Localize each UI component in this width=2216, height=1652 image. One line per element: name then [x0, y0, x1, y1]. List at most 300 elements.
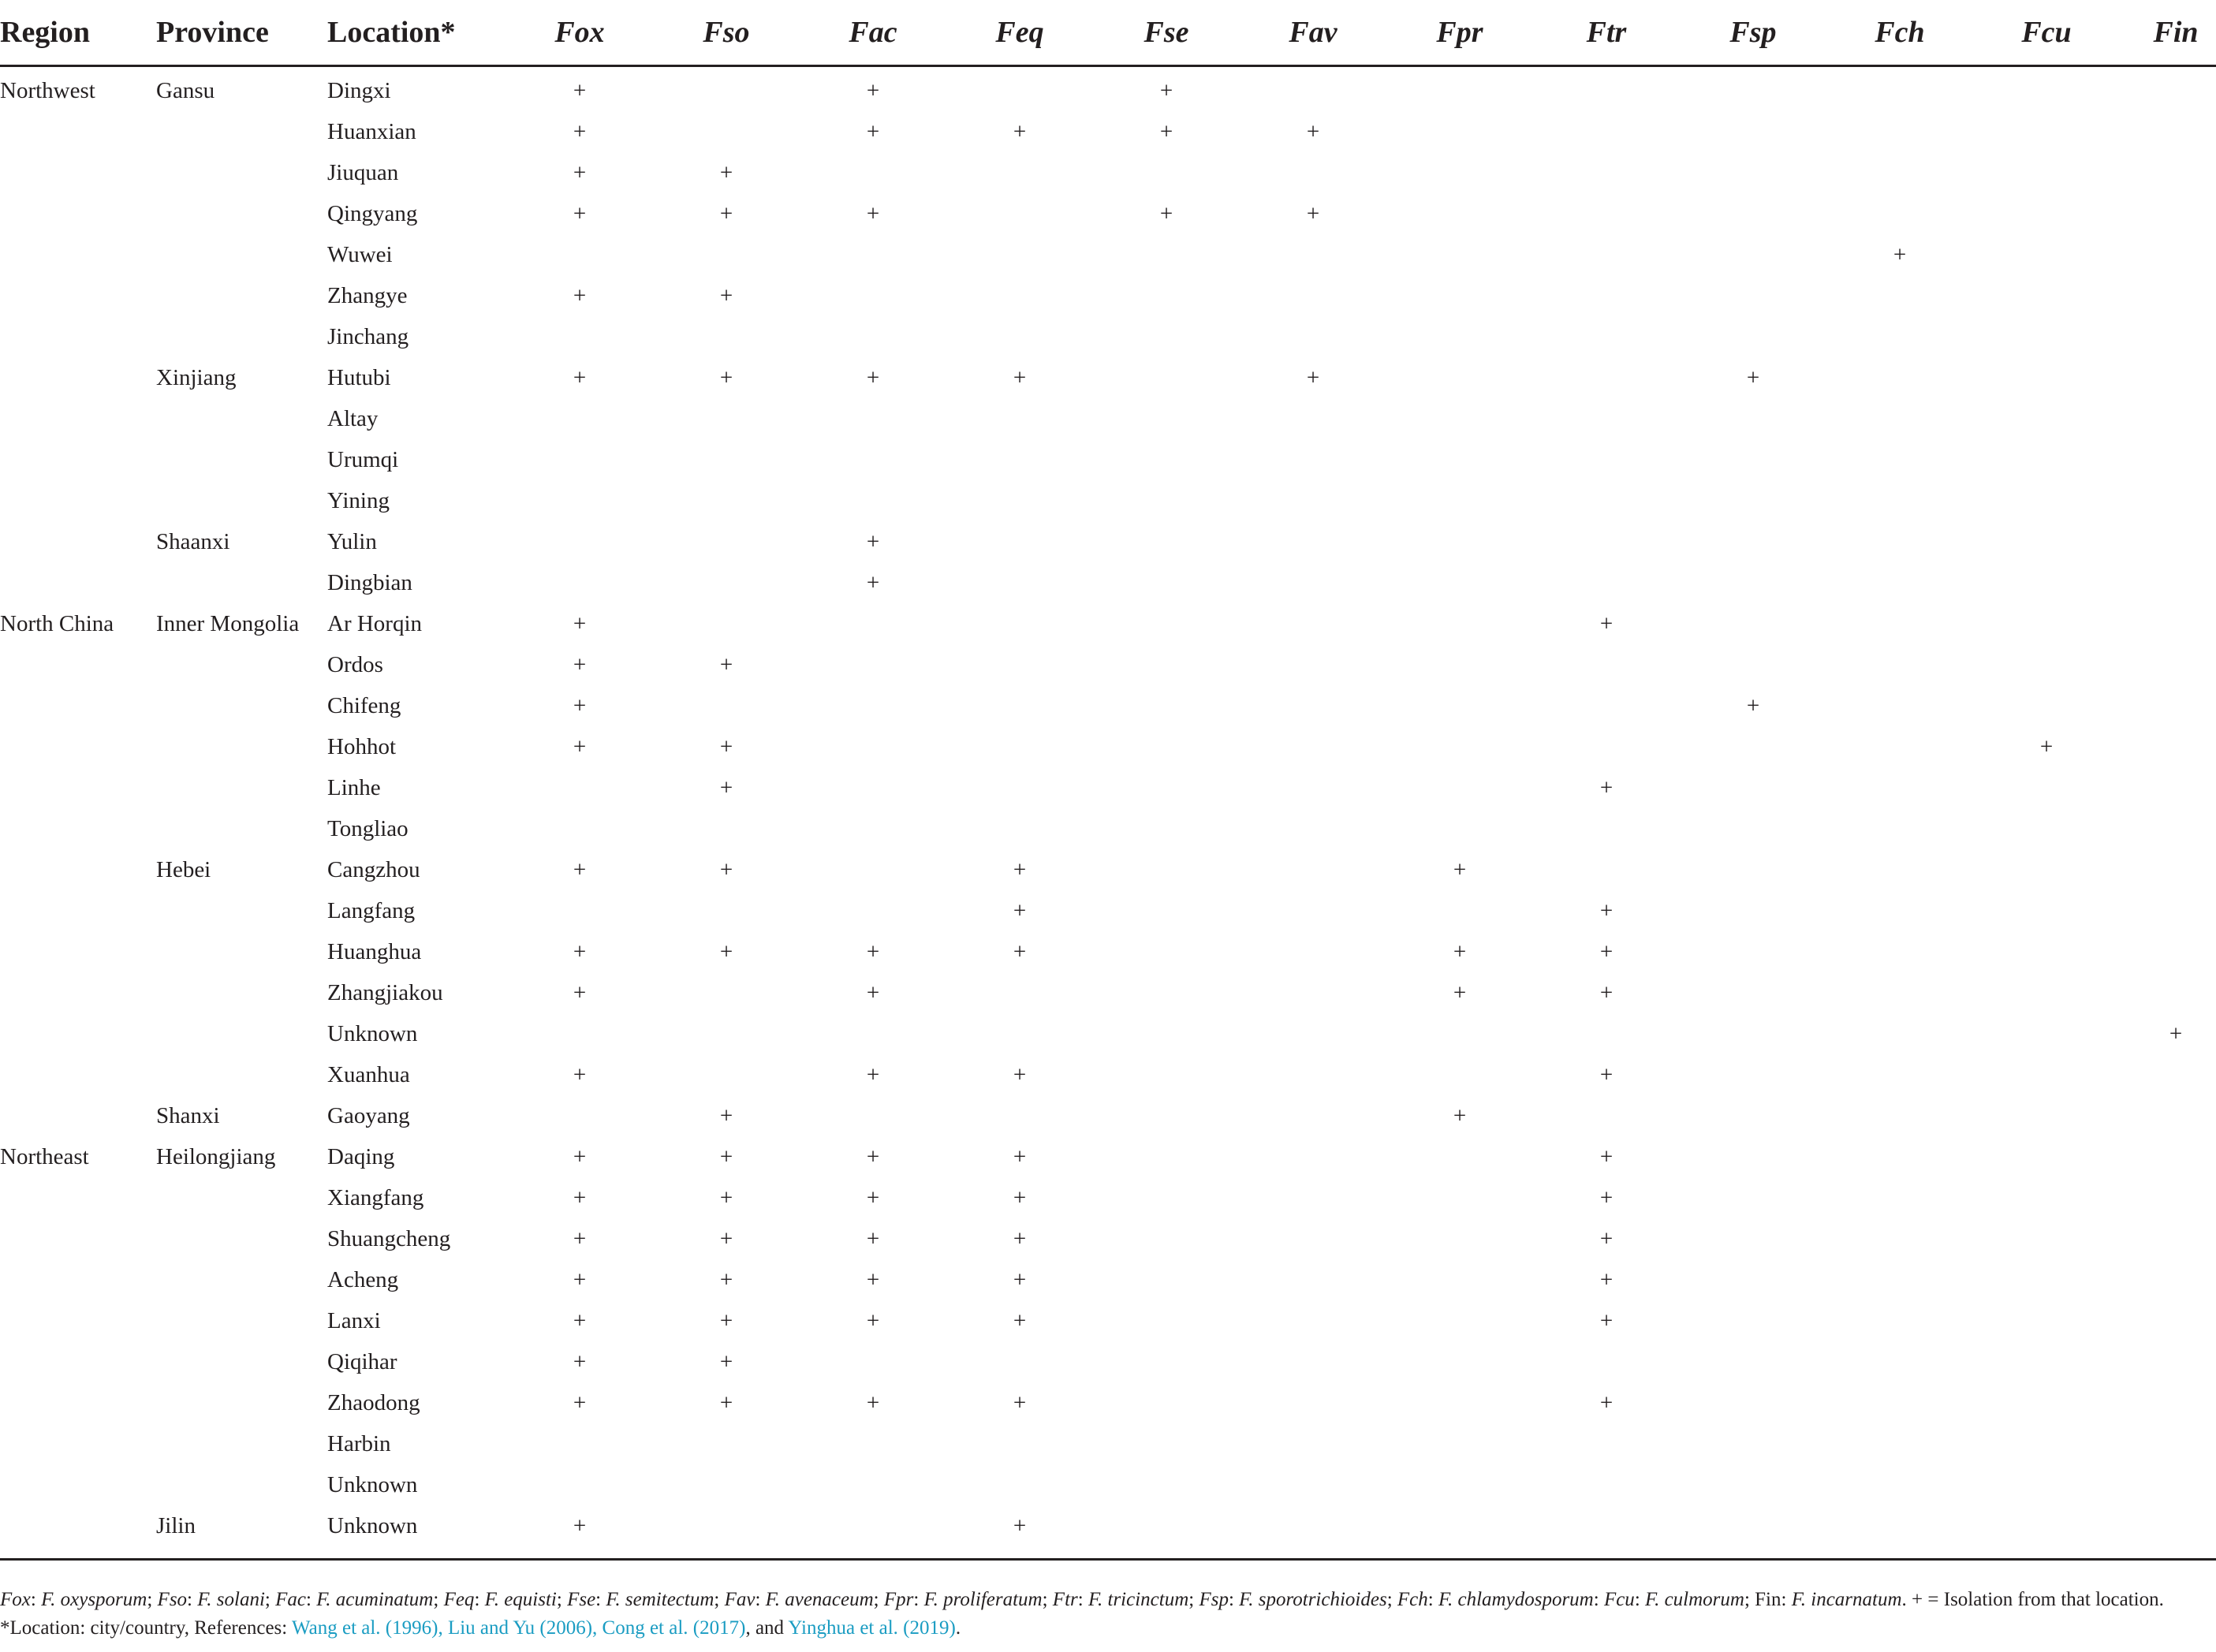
isolation-cell-fin [2120, 1505, 2216, 1546]
isolation-cell-fch [1826, 152, 1973, 193]
isolation-cell-fox: + [573, 282, 587, 308]
location-cell: Gaoyang [327, 1102, 410, 1128]
isolation-cell-fse [1093, 439, 1240, 480]
isolation-cell-fsp [1680, 275, 1826, 316]
isolation-cell-fin [2120, 357, 2216, 398]
isolation-cell-fav [1240, 1505, 1386, 1546]
province-cell [156, 234, 327, 275]
region-cell [0, 1259, 156, 1300]
isolation-cell-fcu [1973, 931, 2120, 972]
isolation-cell-fav [1240, 931, 1386, 972]
isolation-cell-fch [1826, 480, 1973, 521]
isolation-cell-fse [1093, 1341, 1240, 1382]
isolation-cell-fin [2120, 193, 2216, 234]
isolation-cell-fcu [1973, 1423, 2120, 1464]
isolation-cell-fac [800, 767, 946, 808]
header-row [0, 0, 2216, 66]
isolation-cell-fcu [1973, 603, 2120, 644]
region-cell [0, 275, 156, 316]
isolation-cell-fac [800, 849, 946, 890]
isolation-cell-fox: + [573, 979, 587, 1005]
region-cell [0, 931, 156, 972]
isolation-cell-fav [1240, 1013, 1386, 1054]
isolation-cell-fch [1826, 1300, 1973, 1341]
isolation-cell-feq [946, 66, 1093, 112]
isolation-cell-fse [1093, 152, 1240, 193]
footnote-abbr: Fpr [883, 1589, 914, 1610]
isolation-cell-fav [1240, 972, 1386, 1013]
location-cell: Daqing [327, 1143, 395, 1169]
location-cell: Linhe [327, 774, 381, 800]
isolation-cell-fin [2120, 111, 2216, 152]
isolation-cell-fac [800, 1013, 946, 1054]
table-row [0, 1382, 2216, 1423]
isolation-cell-fcu [1973, 480, 2120, 521]
province-cell [156, 480, 327, 521]
isolation-cell-fcu [1973, 562, 2120, 603]
isolation-cell-fpr [1386, 439, 1533, 480]
isolation-cell-fso: + [719, 1266, 733, 1292]
footnote-isolation-note: + = Isolation from that location. [1912, 1589, 2164, 1610]
footnote-species-name: F. oxysporum [41, 1589, 147, 1610]
isolation-cell-fso: + [719, 1348, 733, 1374]
province-cell: Hebei [156, 856, 211, 882]
province-cell [156, 193, 327, 234]
isolation-cell-fso [653, 1505, 800, 1546]
isolation-cell-feq [946, 603, 1093, 644]
isolation-cell-fse [1093, 1259, 1240, 1300]
region-cell [0, 685, 156, 726]
isolation-cell-ftr: + [1599, 938, 1614, 964]
location-cell: Yulin [327, 528, 377, 554]
isolation-cell-fsp [1680, 1054, 1826, 1095]
isolation-cell-feq [946, 1013, 1093, 1054]
footnote-abbreviations: Fox: F. oxysporum; Fso: F. solani; Fac: F. acuminatum; Feq: F. equisti; Fse: F. semitectum; Fav: F. avenaceum; Fpr: F. proliferatum; Ftr: F. tricinctum; Fsp: F. sporotrichioides; Fch: F. chlamydosporum: Fcu: F. culmorum; Fin: F. incarnatum. [0, 1589, 1912, 1610]
isolation-cell-fch [1826, 1095, 1973, 1136]
isolation-cell-fcu [1973, 1464, 2120, 1505]
reference-link[interactable]: Wang et al. (1996), Liu and Yu (2006), Cong et al. (2017) [292, 1617, 746, 1639]
province-cell [156, 562, 327, 603]
isolation-cell-fsp [1680, 1259, 1826, 1300]
isolation-cell-fox: + [573, 856, 587, 882]
isolation-cell-fch [1826, 726, 1973, 767]
footnote-abbr: Fse [567, 1589, 596, 1610]
isolation-cell-fse [1093, 685, 1240, 726]
isolation-cell-fsp [1680, 849, 1826, 890]
location-cell: Zhangjiakou [327, 979, 443, 1005]
isolation-cell-fch [1826, 275, 1973, 316]
isolation-cell-fse [1093, 1177, 1240, 1218]
isolation-cell-ftr [1533, 316, 1680, 357]
isolation-cell-fch: + [1893, 241, 1907, 267]
isolation-cell-fse [1093, 1054, 1240, 1095]
isolation-cell-fac [800, 1423, 946, 1464]
isolation-cell-fsp [1680, 1341, 1826, 1382]
isolation-cell-fsp [1680, 439, 1826, 480]
isolation-cell-ftr [1533, 357, 1680, 398]
isolation-cell-fch [1826, 1382, 1973, 1423]
isolation-cell-feq [946, 972, 1093, 1013]
province-cell [156, 152, 327, 193]
isolation-cell-fso [653, 439, 800, 480]
isolation-cell-fac [800, 234, 946, 275]
location-cell: Xiangfang [327, 1184, 424, 1210]
location-cell: Zhangye [327, 282, 408, 308]
location-cell: Chifeng [327, 692, 401, 718]
column-header-fsp: Fsp [1680, 0, 1826, 66]
isolation-cell-fin [2120, 234, 2216, 275]
province-cell [156, 972, 327, 1013]
isolation-cell-fox [506, 767, 653, 808]
isolation-cell-fso [653, 521, 800, 562]
isolation-cell-feq [946, 562, 1093, 603]
isolation-cell-fox: + [573, 938, 587, 964]
table-row [0, 480, 2216, 521]
footnote-species-name: F. incarnatum [1791, 1589, 1902, 1610]
table-row [0, 111, 2216, 152]
column-header-fse: Fse [1093, 0, 1240, 66]
isolation-cell-fox [506, 1464, 653, 1505]
isolation-cell-fac: + [866, 938, 880, 964]
isolation-cell-fso: + [719, 938, 733, 964]
isolation-cell-fch [1826, 1218, 1973, 1259]
location-cell: Unknown [327, 1512, 418, 1538]
isolation-cell-feq [946, 1464, 1093, 1505]
isolation-cell-feq [946, 1423, 1093, 1464]
region-cell [0, 521, 156, 562]
isolation-cell-fch [1826, 66, 1973, 112]
isolation-cell-fsp [1680, 480, 1826, 521]
footnote-abbr: Fac [275, 1589, 306, 1610]
footnote-species-name: F. sporotrichioides [1239, 1589, 1387, 1610]
table-row [0, 603, 2216, 644]
isolation-cell-fch [1826, 808, 1973, 849]
region-cell [0, 726, 156, 767]
region-cell [0, 316, 156, 357]
province-cell [156, 1464, 327, 1505]
isolation-cell-ftr: + [1599, 1307, 1614, 1333]
isolation-cell-ftr [1533, 1013, 1680, 1054]
footnote-references: Wang et al. (1996), Liu and Yu (2006), Cong et al. (2017), and Yinghua et al. (2019). [292, 1617, 961, 1639]
isolation-cell-fsp [1680, 1095, 1826, 1136]
isolation-cell-fso [653, 398, 800, 439]
isolation-cell-fpr [1386, 1013, 1533, 1054]
region-cell [0, 562, 156, 603]
isolation-cell-fcu [1973, 152, 2120, 193]
footnote-abbr: Fox [0, 1589, 31, 1610]
province-cell [156, 890, 327, 931]
isolation-cell-fox: + [573, 1184, 587, 1210]
isolation-cell-fav [1240, 1423, 1386, 1464]
isolation-cell-fsp [1680, 1382, 1826, 1423]
isolation-cell-fav [1240, 1136, 1386, 1177]
region-cell [0, 1505, 156, 1546]
isolation-cell-feq [946, 316, 1093, 357]
region-cell [0, 767, 156, 808]
isolation-cell-feq [946, 1341, 1093, 1382]
isolation-cell-fav [1240, 1464, 1386, 1505]
isolation-cell-fin [2120, 480, 2216, 521]
isolation-cell-fch [1826, 193, 1973, 234]
province-cell [156, 726, 327, 767]
location-cell: Unknown [327, 1020, 418, 1046]
isolation-cell-fox [506, 808, 653, 849]
isolation-cell-fcu [1973, 398, 2120, 439]
isolation-cell-fox: + [573, 1512, 587, 1538]
isolation-cell-fav [1240, 275, 1386, 316]
column-header-fox: Fox [506, 0, 653, 66]
isolation-cell-fse [1093, 1136, 1240, 1177]
isolation-cell-fpr [1386, 1177, 1533, 1218]
province-cell [156, 1423, 327, 1464]
isolation-cell-feq: + [1013, 1307, 1027, 1333]
column-header-fcu: Fcu [1973, 0, 2120, 66]
isolation-cell-ftr [1533, 726, 1680, 767]
location-cell: Huanxian [327, 118, 416, 144]
isolation-cell-fcu [1973, 1095, 2120, 1136]
isolation-cell-fse [1093, 234, 1240, 275]
column-header-location: Location* [327, 0, 506, 66]
region-cell: Northwest [0, 77, 95, 103]
location-cell: Jinchang [327, 323, 409, 349]
region-cell [0, 1423, 156, 1464]
isolation-cell-fac: + [866, 528, 880, 554]
isolation-cell-fsp [1680, 1177, 1826, 1218]
isolation-cell-fox [506, 234, 653, 275]
isolation-cell-fpr [1386, 521, 1533, 562]
isolation-cell-fpr: + [1453, 979, 1467, 1005]
isolation-cell-feq [946, 644, 1093, 685]
isolation-cell-fsp [1680, 767, 1826, 808]
isolation-cell-fso: + [719, 1389, 733, 1415]
region-cell [0, 644, 156, 685]
isolation-cell-fpr [1386, 1054, 1533, 1095]
province-cell: Shaanxi [156, 528, 230, 554]
isolation-cell-ftr [1533, 1423, 1680, 1464]
isolation-cell-fsp [1680, 234, 1826, 275]
table-row [0, 1505, 2216, 1546]
location-cell: Shuangcheng [327, 1225, 451, 1251]
isolation-cell-fse [1093, 1505, 1240, 1546]
isolation-cell-fav [1240, 1341, 1386, 1382]
isolation-cell-feq [946, 398, 1093, 439]
isolation-cell-fch [1826, 357, 1973, 398]
isolation-cell-fse [1093, 1382, 1240, 1423]
location-cell: Ordos [327, 651, 383, 677]
isolation-cell-fsp [1680, 931, 1826, 972]
isolation-cell-fsp [1680, 193, 1826, 234]
isolation-cell-ftr [1533, 193, 1680, 234]
isolation-cell-ftr [1533, 439, 1680, 480]
isolation-cell-feq: + [1013, 1225, 1027, 1251]
isolation-cell-fcu [1973, 193, 2120, 234]
table-footnote [0, 1586, 2184, 1643]
location-cell: Zhaodong [327, 1389, 420, 1415]
isolation-cell-fch [1826, 1505, 1973, 1546]
isolation-cell-fso [653, 890, 800, 931]
region-cell [0, 1382, 156, 1423]
isolation-cell-fox: + [573, 118, 587, 144]
isolation-cell-ftr [1533, 644, 1680, 685]
isolation-cell-ftr [1533, 1505, 1680, 1546]
isolation-cell-fse [1093, 849, 1240, 890]
isolation-cell-ftr [1533, 562, 1680, 603]
isolation-cell-fcu [1973, 972, 2120, 1013]
isolation-cell-feq: + [1013, 1184, 1027, 1210]
isolation-cell-fse [1093, 726, 1240, 767]
isolation-cell-fch [1826, 890, 1973, 931]
isolation-cell-fav [1240, 1382, 1386, 1423]
region-cell [0, 234, 156, 275]
isolation-cell-fch [1826, 1136, 1973, 1177]
province-cell [156, 1013, 327, 1054]
isolation-cell-fcu [1973, 1136, 2120, 1177]
region-cell [0, 1218, 156, 1259]
isolation-cell-fac [800, 439, 946, 480]
isolation-cell-fox: + [573, 1348, 587, 1374]
isolation-cell-fpr [1386, 357, 1533, 398]
isolation-cell-fac [800, 685, 946, 726]
isolation-cell-fse [1093, 890, 1240, 931]
isolation-cell-fin [2120, 1423, 2216, 1464]
table-row [0, 1423, 2216, 1464]
isolation-cell-fcu [1973, 1505, 2120, 1546]
isolation-cell-fac [800, 1505, 946, 1546]
isolation-cell-fse [1093, 931, 1240, 972]
isolation-cell-fac: + [866, 1307, 880, 1333]
isolation-cell-fse: + [1159, 200, 1173, 226]
table-row [0, 1177, 2216, 1218]
isolation-cell-fcu [1973, 316, 2120, 357]
isolation-cell-fav [1240, 521, 1386, 562]
isolation-cell-fin [2120, 1259, 2216, 1300]
isolation-cell-fin [2120, 562, 2216, 603]
isolation-cell-fpr [1386, 480, 1533, 521]
footnote-abbr: Ftr [1052, 1589, 1078, 1610]
isolation-cell-fav [1240, 316, 1386, 357]
isolation-cell-fin [2120, 1341, 2216, 1382]
isolation-cell-fse [1093, 521, 1240, 562]
footnote-species-name: F. proliferatum [923, 1589, 1043, 1610]
isolation-cell-fin [2120, 1177, 2216, 1218]
isolation-cell-fav [1240, 562, 1386, 603]
isolation-cell-fac: + [866, 1143, 880, 1169]
footnote-species-name: F. equisti [484, 1589, 557, 1610]
isolation-cell-fse [1093, 1218, 1240, 1259]
isolation-cell-fsp [1680, 111, 1826, 152]
isolation-cell-fin [2120, 767, 2216, 808]
isolation-cell-fin [2120, 1095, 2216, 1136]
table-row [0, 808, 2216, 849]
isolation-cell-fcu [1973, 685, 2120, 726]
isolation-cell-ftr: + [1599, 1143, 1614, 1169]
isolation-cell-fac: + [866, 569, 880, 595]
footnote-species-name: F. tricinctum [1087, 1589, 1189, 1610]
isolation-cell-fcu [1973, 1341, 2120, 1382]
table-header [0, 0, 2216, 66]
isolation-cell-fin [2120, 1382, 2216, 1423]
isolation-cell-fso: + [719, 1225, 733, 1251]
isolation-cell-fin [2120, 603, 2216, 644]
isolation-cell-fso [653, 111, 800, 152]
location-cell: Dingbian [327, 569, 412, 595]
isolation-cell-fin [2120, 439, 2216, 480]
column-header-feq: Feq [946, 0, 1093, 66]
isolation-cell-ftr [1533, 111, 1680, 152]
isolation-cell-fso: + [719, 774, 733, 800]
isolation-cell-ftr [1533, 152, 1680, 193]
region-cell [0, 972, 156, 1013]
province-cell [156, 808, 327, 849]
isolation-cell-fse [1093, 398, 1240, 439]
location-cell: Acheng [327, 1266, 399, 1292]
table-row [0, 193, 2216, 234]
isolation-cell-fpr [1386, 890, 1533, 931]
isolation-cell-fch [1826, 603, 1973, 644]
isolation-cell-fac [800, 644, 946, 685]
isolation-cell-fox: + [573, 610, 587, 636]
isolation-cell-fso [653, 685, 800, 726]
province-cell: Heilongjiang [156, 1143, 276, 1169]
isolation-cell-ftr [1533, 685, 1680, 726]
table-row [0, 972, 2216, 1013]
isolation-cell-fcu [1973, 439, 2120, 480]
isolation-cell-fcu [1973, 1300, 2120, 1341]
table-row [0, 316, 2216, 357]
isolation-cell-fac: + [866, 364, 880, 390]
isolation-cell-fcu [1973, 1177, 2120, 1218]
isolation-cell-fso: + [719, 364, 733, 390]
isolation-cell-feq: + [1013, 1061, 1027, 1087]
isolation-cell-fch [1826, 1259, 1973, 1300]
isolation-cell-fac [800, 398, 946, 439]
isolation-cell-fox: + [573, 1389, 587, 1415]
footnote-species-name: F. acuminatum [316, 1589, 434, 1610]
isolation-cell-fpr: + [1453, 1102, 1467, 1128]
isolation-cell-fse [1093, 357, 1240, 398]
isolation-cell-fso: + [719, 159, 733, 185]
location-cell: Xuanhua [327, 1061, 410, 1087]
isolation-cell-fse [1093, 767, 1240, 808]
footnote-abbr: Fcu [1603, 1589, 1635, 1610]
column-header-province: Province [156, 0, 327, 66]
column-header-fpr: Fpr [1386, 0, 1533, 66]
footnote-abbr: Fso [157, 1589, 188, 1610]
isolation-cell-ftr [1533, 480, 1680, 521]
isolation-cell-ftr: + [1599, 610, 1614, 636]
isolation-cell-fav [1240, 849, 1386, 890]
region-cell [0, 1341, 156, 1382]
isolation-cell-ftr: + [1599, 774, 1614, 800]
footnote-species-name: F. semitectum [606, 1589, 714, 1610]
isolation-cell-fav [1240, 1218, 1386, 1259]
isolation-cell-ftr [1533, 66, 1680, 112]
region-cell [0, 1177, 156, 1218]
footnote-abbr: Feq [443, 1589, 475, 1610]
location-cell: Huanghua [327, 938, 422, 964]
isolation-cell-fso: + [719, 1307, 733, 1333]
isolation-cell-fse: + [1159, 118, 1173, 144]
isolation-cell-fso [653, 234, 800, 275]
isolation-cell-fch [1826, 685, 1973, 726]
isolation-cell-ftr: + [1599, 1184, 1614, 1210]
isolation-cell-fso [653, 562, 800, 603]
isolation-cell-ftr [1533, 1341, 1680, 1382]
isolation-cell-fox: + [573, 364, 587, 390]
reference-link[interactable]: Yinghua et al. (2019) [788, 1617, 956, 1639]
isolation-cell-fcu [1973, 111, 2120, 152]
isolation-cell-fsp [1680, 603, 1826, 644]
